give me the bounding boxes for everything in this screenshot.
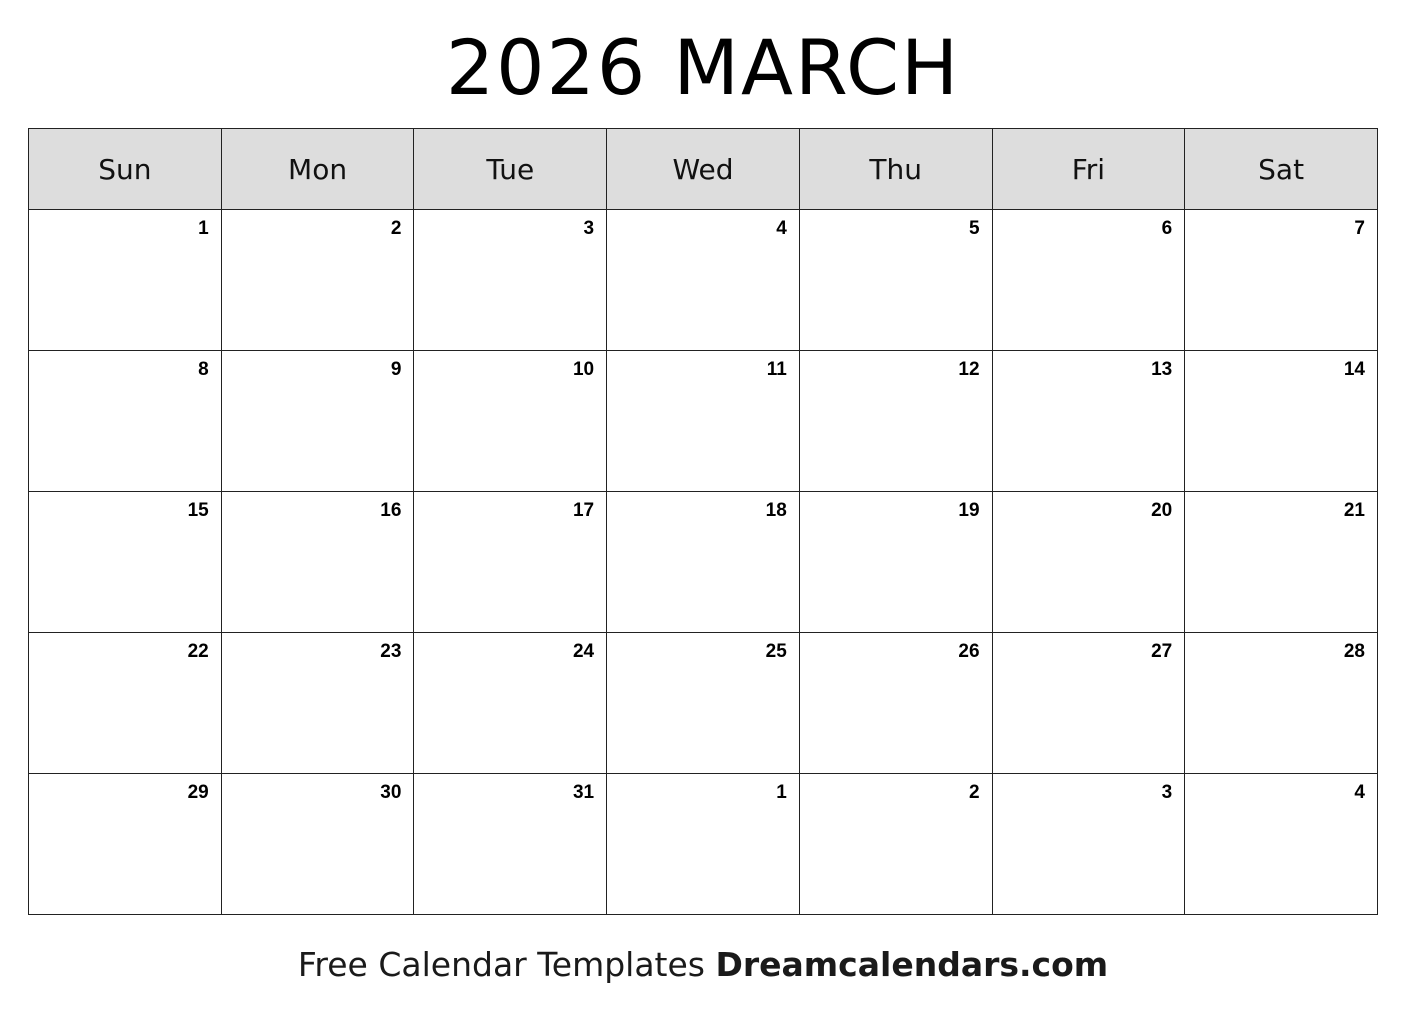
day-number: 28 — [1343, 641, 1365, 662]
day-number: 16 — [380, 500, 402, 521]
day-cell[interactable] — [992, 210, 1185, 351]
day-cell[interactable] — [799, 210, 992, 351]
weekday-header-sun: Sun — [29, 129, 222, 210]
day-cell[interactable] — [1185, 210, 1378, 351]
day-number: 15 — [187, 500, 209, 521]
day-cell[interactable] — [414, 633, 607, 774]
day-cell[interactable] — [607, 492, 800, 633]
day-number: 3 — [583, 218, 595, 239]
day-number: 23 — [380, 641, 402, 662]
day-cell[interactable] — [607, 774, 800, 915]
weekday-header-sat: Sat — [1185, 129, 1378, 210]
day-cell[interactable] — [1185, 633, 1378, 774]
day-number: 29 — [187, 782, 209, 803]
day-cell[interactable] — [414, 492, 607, 633]
day-number: 14 — [1343, 359, 1365, 380]
day-number: 11 — [766, 359, 787, 380]
day-number: 10 — [572, 359, 595, 380]
day-cell[interactable] — [221, 774, 414, 915]
footer-free-text: Free Calendar Templates — [297, 945, 716, 984]
day-number: 27 — [1151, 641, 1173, 662]
day-cell[interactable] — [1185, 351, 1378, 492]
day-cell[interactable] — [414, 774, 607, 915]
day-cell[interactable] — [799, 351, 992, 492]
day-number: 8 — [198, 359, 209, 380]
day-cell[interactable] — [221, 492, 414, 633]
calendar-week-row — [29, 351, 1378, 492]
day-number: 19 — [958, 500, 980, 521]
day-cell[interactable] — [992, 492, 1185, 633]
day-number: 13 — [1151, 359, 1173, 380]
day-cell[interactable] — [607, 210, 800, 351]
day-cell[interactable] — [29, 351, 222, 492]
weekday-header-tue: Tue — [414, 129, 607, 210]
weekday-header-fri: Fri — [992, 129, 1185, 210]
weekday-header-wed: Wed — [607, 129, 800, 210]
day-number: 24 — [572, 641, 595, 662]
calendar-week-row — [29, 210, 1378, 351]
calendar-week-row — [29, 492, 1378, 633]
calendar-header-row — [29, 129, 1378, 210]
day-cell[interactable] — [607, 633, 800, 774]
footer — [0, 945, 1406, 984]
day-number: 2 — [390, 218, 402, 239]
day-cell[interactable] — [414, 351, 607, 492]
day-number: 7 — [1354, 218, 1365, 239]
day-number: 21 — [1343, 500, 1365, 521]
day-number: 12 — [958, 359, 980, 380]
day-number: 25 — [765, 641, 787, 662]
day-number: 17 — [572, 500, 595, 521]
day-number: 9 — [390, 359, 402, 380]
calendar-week-row — [29, 633, 1378, 774]
day-number: 20 — [1151, 500, 1173, 521]
day-number: 4 — [776, 218, 787, 239]
day-number: 26 — [958, 641, 980, 662]
day-number: 6 — [1161, 218, 1173, 239]
day-number: 1 — [198, 218, 209, 239]
day-cell[interactable] — [799, 492, 992, 633]
day-cell[interactable] — [799, 633, 992, 774]
day-cell[interactable] — [992, 633, 1185, 774]
weekday-header-mon: Mon — [221, 129, 414, 210]
page-title: 2026 MARCH — [445, 23, 961, 112]
day-number: 18 — [765, 500, 787, 521]
calendar-week-row — [29, 774, 1378, 915]
day-number: 4 — [1354, 782, 1365, 803]
day-cell[interactable] — [29, 633, 222, 774]
day-cell[interactable] — [992, 774, 1185, 915]
calendar-grid — [28, 128, 1378, 915]
day-number: 30 — [380, 782, 402, 803]
footer-brand: Dreamcalendars.com — [715, 945, 1109, 984]
day-number: 5 — [968, 218, 980, 239]
day-number: 22 — [187, 641, 209, 662]
day-cell[interactable] — [221, 210, 414, 351]
day-number: 31 — [572, 782, 595, 803]
day-cell[interactable] — [29, 492, 222, 633]
day-cell[interactable] — [1185, 492, 1378, 633]
weekday-header-thu: Thu — [799, 129, 992, 210]
day-number: 2 — [968, 782, 980, 803]
day-number: 3 — [1161, 782, 1173, 803]
day-cell[interactable] — [992, 351, 1185, 492]
day-cell[interactable] — [799, 774, 992, 915]
day-cell[interactable] — [1185, 774, 1378, 915]
day-cell[interactable] — [414, 210, 607, 351]
day-cell[interactable] — [29, 210, 222, 351]
day-cell[interactable] — [221, 351, 414, 492]
day-cell[interactable] — [607, 351, 800, 492]
day-cell[interactable] — [29, 774, 222, 915]
day-cell[interactable] — [221, 633, 414, 774]
day-number: 1 — [776, 782, 787, 803]
